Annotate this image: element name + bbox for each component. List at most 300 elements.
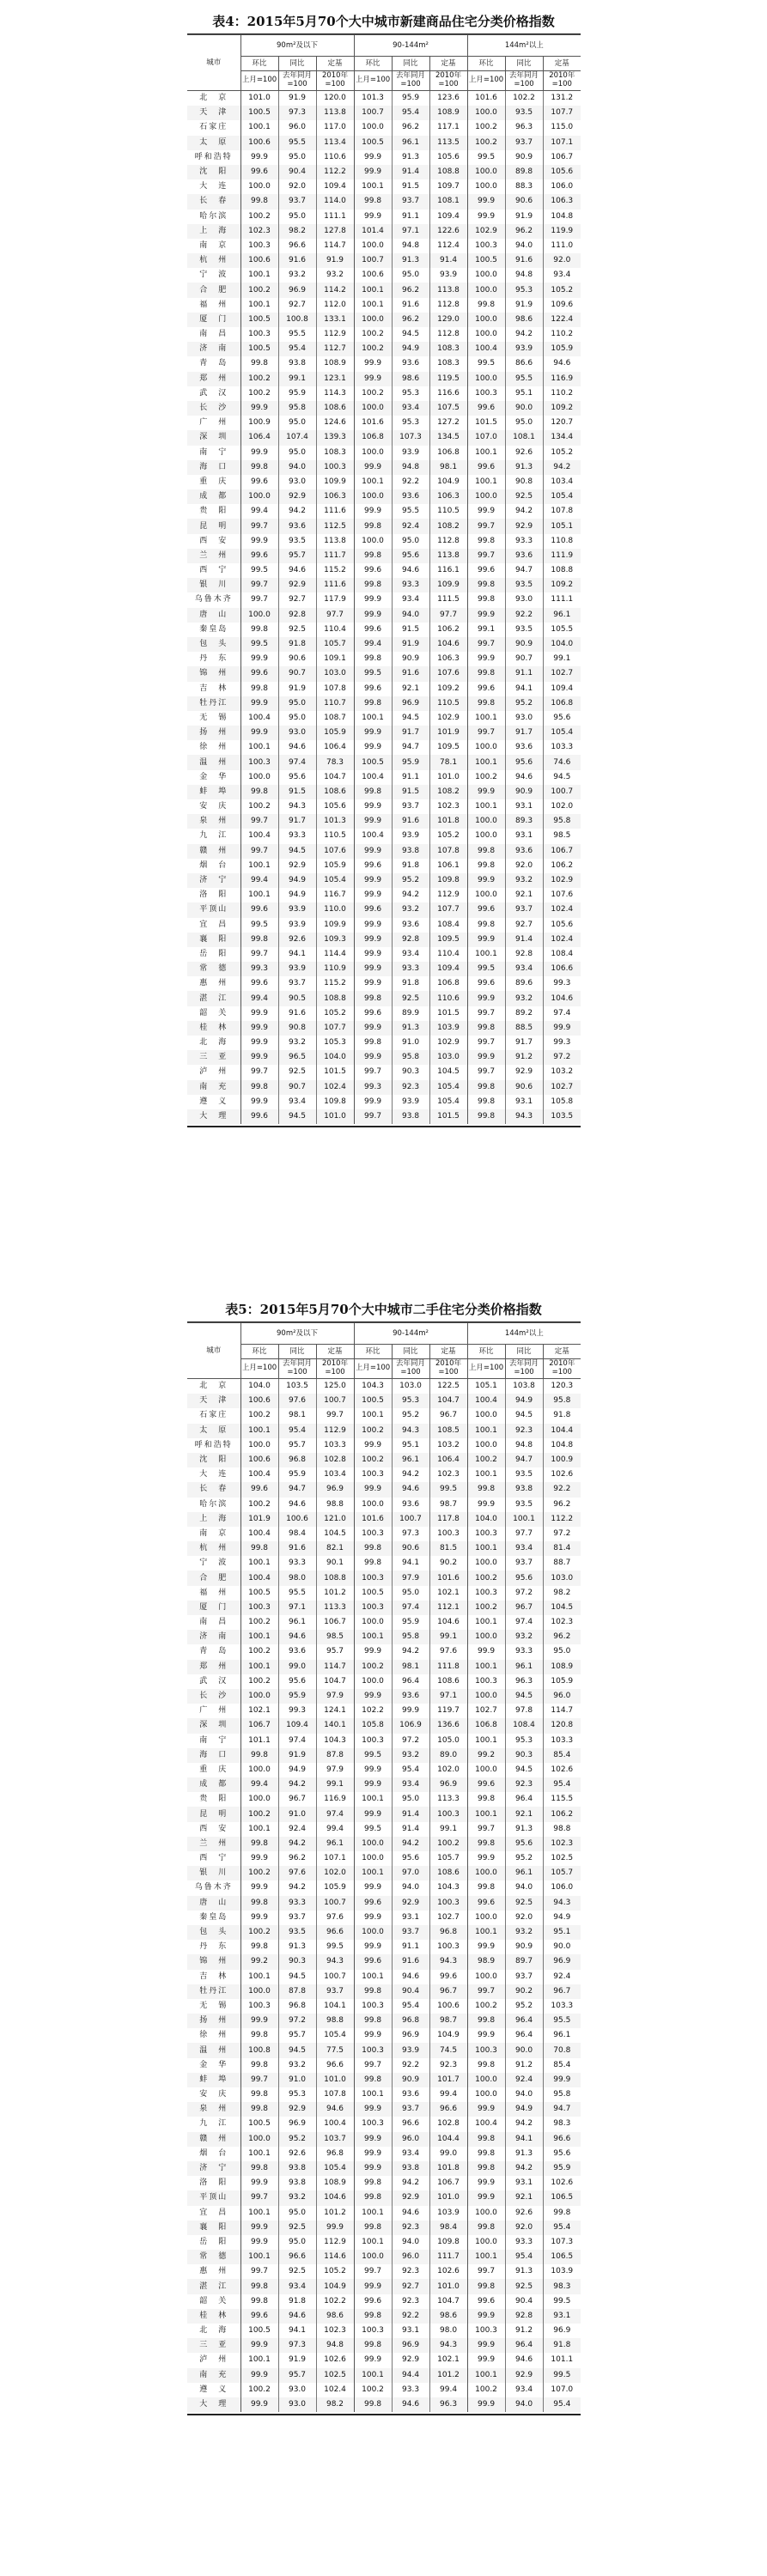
index-value-cell: 101.0 <box>240 91 278 106</box>
index-value-cell: 94.5 <box>392 327 429 342</box>
index-value-cell: 85.4 <box>543 1748 581 1763</box>
index-value-cell: 101.6 <box>467 91 505 106</box>
index-value-cell: 97.8 <box>505 1704 543 1718</box>
city-name-cell: 广 州 <box>199 418 228 428</box>
index-value-cell: 99.8 <box>354 2176 392 2190</box>
index-value-cell: 94.2 <box>505 327 543 342</box>
table-row <box>187 1718 581 1733</box>
index-value-cell: 95.4 <box>392 106 429 120</box>
index-value-cell: 99.3 <box>278 1704 316 1718</box>
index-value-cell: 102.8 <box>429 2117 467 2131</box>
index-value-cell: 99.9 <box>240 1911 278 1925</box>
index-value-cell: 112.8 <box>429 534 467 549</box>
index-value-cell: 99.3 <box>354 1080 392 1095</box>
table-row <box>187 298 581 313</box>
city-name-cell: 南 京 <box>199 1528 228 1538</box>
city-name-cell: 惠 州 <box>199 979 228 988</box>
index-value-cell: 106.8 <box>354 430 392 445</box>
city-name-cell: 蚌 埠 <box>187 2073 240 2087</box>
index-value-cell: 111.1 <box>316 210 354 224</box>
index-value-cell: 95.2 <box>392 1408 429 1423</box>
city-name-cell: 安 庆 <box>199 802 228 811</box>
index-value-cell: 100.7 <box>316 1896 354 1911</box>
index-value-cell: 100.1 <box>354 1408 392 1423</box>
index-value-cell: 110.5 <box>429 504 467 519</box>
index-value-cell: 94.6 <box>392 563 429 578</box>
index-value-cell: 99.7 <box>354 2264 392 2279</box>
index-value-cell: 106.2 <box>429 623 467 637</box>
index-value-cell: 112.8 <box>429 298 467 313</box>
table4-header-city: 城市 <box>187 35 240 91</box>
index-value-cell: 91.0 <box>278 1807 316 1821</box>
index-value-cell: 93.2 <box>278 2058 316 2073</box>
table5-header-base-fixed: 2010年=100 <box>429 1359 467 1379</box>
index-value-cell: 95.4 <box>543 1777 581 1792</box>
index-value-cell: 113.8 <box>316 106 354 120</box>
index-value-cell: 129.0 <box>429 313 467 327</box>
table-row <box>187 342 581 356</box>
table-row <box>187 592 581 607</box>
index-value-cell: 91.5 <box>278 785 316 799</box>
index-value-cell: 94.6 <box>278 740 316 755</box>
table-row <box>187 888 581 902</box>
index-value-cell: 93.6 <box>505 549 543 563</box>
index-value-cell: 107.8 <box>543 504 581 519</box>
index-value-cell: 116.6 <box>429 386 467 401</box>
index-value-cell: 108.6 <box>429 1674 467 1689</box>
index-value-cell: 99.9 <box>354 799 392 814</box>
index-value-cell: 105.9 <box>543 1674 581 1689</box>
table-row <box>187 578 581 592</box>
index-value-cell: 100.2 <box>429 1837 467 1851</box>
index-value-cell: 99.9 <box>354 1880 392 1895</box>
index-value-cell: 99.7 <box>354 1065 392 1079</box>
index-value-cell: 99.9 <box>354 814 392 829</box>
index-value-cell: 96.4 <box>505 2338 543 2353</box>
index-value-cell: 94.0 <box>505 2087 543 2102</box>
table-row <box>187 1896 581 1911</box>
index-value-cell: 95.6 <box>278 770 316 785</box>
table-row <box>187 1644 581 1659</box>
index-value-cell: 99.1 <box>467 623 505 637</box>
index-value-cell: 111.7 <box>316 549 354 563</box>
index-value-cell: 100.2 <box>240 2383 278 2397</box>
index-value-cell: 99.9 <box>354 740 392 755</box>
index-value-cell: 95.4 <box>392 1763 429 1777</box>
index-value-cell: 87.8 <box>316 1748 354 1763</box>
index-value-cell: 109.8 <box>429 2235 467 2250</box>
table-row <box>187 1954 581 1969</box>
index-value-cell: 120.0 <box>316 91 354 106</box>
index-value-cell: 100.3 <box>354 1527 392 1541</box>
index-value-cell: 100.0 <box>354 313 392 327</box>
index-value-cell: 104.5 <box>429 1065 467 1079</box>
index-value-cell: 99.9 <box>240 1851 278 1866</box>
index-value-cell: 92.3 <box>505 1777 543 1792</box>
city-name-cell: 包 头 <box>187 637 240 652</box>
index-value-cell: 100.5 <box>354 1586 392 1601</box>
table-row <box>187 1851 581 1866</box>
table5-header-base-chain: 上月=100 <box>240 1359 278 1379</box>
city-name-cell: 呼和浩特 <box>194 1440 233 1449</box>
index-value-cell: 100.2 <box>240 1807 278 1821</box>
index-value-cell: 99.6 <box>354 682 392 696</box>
index-value-cell: 100.0 <box>354 489 392 504</box>
index-value-cell: 100.4 <box>467 1394 505 1408</box>
index-value-cell: 92.8 <box>505 2309 543 2324</box>
index-value-cell: 101.8 <box>429 2161 467 2176</box>
index-value-cell: 100.4 <box>240 829 278 843</box>
index-value-cell: 107.3 <box>543 2235 581 2250</box>
index-value-cell: 97.4 <box>505 1615 543 1630</box>
index-value-cell: 100.2 <box>240 1408 278 1423</box>
index-value-cell: 99.7 <box>467 637 505 652</box>
index-value-cell: 112.9 <box>316 2235 354 2250</box>
index-value-cell: 99.8 <box>354 2073 392 2087</box>
table4 <box>187 34 581 1124</box>
index-value-cell: 108.4 <box>543 947 581 962</box>
index-value-cell: 97.7 <box>429 608 467 623</box>
city-name-cell: 三 亚 <box>187 1050 240 1065</box>
city-name-cell: 郑 州 <box>187 1660 240 1674</box>
index-value-cell: 90.6 <box>505 194 543 209</box>
city-name-cell: 南 充 <box>187 1080 240 1095</box>
index-value-cell: 108.8 <box>316 991 354 1005</box>
index-value-cell: 102.9 <box>543 873 581 888</box>
city-name-cell: 合 肥 <box>187 283 240 297</box>
index-value-cell: 99.9 <box>240 652 278 666</box>
index-value-cell: 100.1 <box>467 755 505 769</box>
index-value-cell: 93.5 <box>278 1925 316 1940</box>
index-value-cell: 94.2 <box>278 1837 316 1851</box>
index-value-cell: 93.2 <box>278 1036 316 1050</box>
index-value-cell: 95.2 <box>505 1851 543 1866</box>
index-value-cell: 100.1 <box>354 475 392 489</box>
city-name-cell: 长 春 <box>187 1482 240 1497</box>
index-value-cell: 96.6 <box>278 2250 316 2264</box>
index-value-cell: 97.2 <box>392 1734 429 1748</box>
table-row <box>187 2353 581 2367</box>
index-value-cell: 105.2 <box>543 446 581 460</box>
index-value-cell: 95.6 <box>543 2147 581 2161</box>
index-value-cell: 97.6 <box>316 1911 354 1925</box>
table-row <box>187 253 581 268</box>
index-value-cell: 99.9 <box>240 2221 278 2235</box>
city-name-cell: 温 州 <box>187 755 240 769</box>
index-value-cell: 108.6 <box>316 401 354 416</box>
index-value-cell: 99.9 <box>467 873 505 888</box>
index-value-cell: 99.6 <box>354 859 392 873</box>
index-value-cell: 90.0 <box>543 1940 581 1954</box>
index-value-cell: 96.4 <box>505 2014 543 2028</box>
index-value-cell: 105.1 <box>543 519 581 533</box>
index-value-cell: 104.4 <box>543 1424 581 1438</box>
index-value-cell: 94.5 <box>505 1763 543 1777</box>
index-value-cell: 99.5 <box>354 1748 392 1763</box>
index-value-cell: 99.5 <box>467 150 505 165</box>
table-row <box>187 1379 581 1394</box>
table-row <box>187 327 581 342</box>
index-value-cell: 90.9 <box>505 637 543 652</box>
index-value-cell: 95.8 <box>543 2087 581 2102</box>
table4-header-group-small: 90m²及以下 <box>240 35 354 57</box>
index-value-cell: 95.6 <box>392 549 429 563</box>
index-value-cell: 99.9 <box>240 2176 278 2190</box>
index-value-cell: 110.4 <box>429 947 467 962</box>
index-value-cell: 93.1 <box>505 2176 543 2190</box>
index-value-cell: 100.0 <box>354 534 392 549</box>
index-value-cell: 107.8 <box>316 682 354 696</box>
index-value-cell: 100.1 <box>240 2250 278 2264</box>
index-value-cell: 93.8 <box>505 1482 543 1497</box>
index-value-cell: 100.0 <box>467 165 505 179</box>
city-name-cell: 襄 阳 <box>187 933 240 947</box>
index-value-cell: 95.9 <box>392 91 429 106</box>
index-value-cell: 105.7 <box>543 1866 581 1880</box>
index-value-cell: 100.2 <box>240 1674 278 1689</box>
index-value-cell: 99.9 <box>354 2132 392 2147</box>
index-value-cell: 93.1 <box>392 2324 429 2338</box>
index-value-cell: 99.7 <box>467 1065 505 1079</box>
index-value-cell: 105.9 <box>316 1880 354 1895</box>
index-value-cell: 81.4 <box>543 1541 581 1556</box>
index-value-cell: 95.5 <box>543 2014 581 2028</box>
index-value-cell: 108.3 <box>429 342 467 356</box>
index-value-cell: 97.4 <box>392 1601 429 1615</box>
index-value-cell: 127.8 <box>316 224 354 239</box>
index-value-cell: 90.1 <box>316 1556 354 1571</box>
table-row <box>187 2368 581 2383</box>
city-name-cell: 赣 州 <box>187 2132 240 2147</box>
table-row <box>187 991 581 1005</box>
city-name-cell: 烟 台 <box>199 860 228 870</box>
index-value-cell: 100.3 <box>429 1896 467 1911</box>
city-name-cell: 烟 台 <box>199 2148 228 2158</box>
table-row <box>187 1911 581 1925</box>
table-row <box>187 785 581 799</box>
index-value-cell: 99.9 <box>354 1763 392 1777</box>
index-value-cell: 100.4 <box>240 1571 278 1585</box>
index-value-cell: 100.0 <box>240 1689 278 1704</box>
index-value-cell: 94.0 <box>392 2235 429 2250</box>
index-value-cell: 110.5 <box>429 696 467 711</box>
index-value-cell: 98.8 <box>316 1498 354 1512</box>
index-value-cell: 102.7 <box>467 1704 505 1718</box>
index-value-cell: 99.9 <box>354 2279 392 2293</box>
index-value-cell: 91.3 <box>278 1940 316 1954</box>
index-value-cell: 93.6 <box>278 519 316 533</box>
index-value-cell: 93.3 <box>392 578 429 592</box>
index-value-cell: 99.8 <box>354 578 392 592</box>
index-value-cell: 93.3 <box>278 1896 316 1911</box>
index-value-cell: 105.4 <box>543 489 581 504</box>
index-value-cell: 105.6 <box>429 150 467 165</box>
table-row <box>187 829 581 843</box>
index-value-cell: 123.1 <box>316 372 354 386</box>
city-name-cell: 丹 东 <box>199 1942 228 1952</box>
index-value-cell: 99.7 <box>467 1822 505 1837</box>
index-value-cell: 100.1 <box>240 1822 278 1837</box>
index-value-cell: 92.3 <box>392 2221 429 2235</box>
index-value-cell: 100.0 <box>354 446 392 460</box>
city-name-cell: 兰 州 <box>187 549 240 563</box>
index-value-cell: 97.6 <box>429 1644 467 1659</box>
index-value-cell: 93.5 <box>505 1498 543 1512</box>
index-value-cell: 98.1 <box>392 1660 429 1674</box>
table-row <box>187 1571 581 1585</box>
table4-header-fixed: 定基 <box>429 57 467 71</box>
index-value-cell: 94.7 <box>505 563 543 578</box>
index-value-cell: 99.7 <box>467 726 505 740</box>
index-value-cell: 95.4 <box>278 1424 316 1438</box>
index-value-cell: 97.7 <box>316 608 354 623</box>
index-value-cell: 100.1 <box>467 2250 505 2264</box>
table4-title: 表4：2015年5月70个大中城市新建商品住宅分类价格指数 <box>212 14 555 29</box>
table-row <box>187 210 581 224</box>
index-value-cell: 96.1 <box>543 608 581 623</box>
index-value-cell: 92.7 <box>278 298 316 313</box>
index-value-cell: 99.8 <box>354 2014 392 2028</box>
index-value-cell: 105.7 <box>316 637 354 652</box>
index-value-cell: 100.3 <box>354 2324 392 2338</box>
index-value-cell: 100.1 <box>240 120 278 135</box>
index-value-cell: 122.6 <box>429 224 467 239</box>
index-value-cell: 94.9 <box>278 873 316 888</box>
index-value-cell: 103.0 <box>392 1379 429 1394</box>
city-name-cell: 青 岛 <box>199 359 228 368</box>
index-value-cell: 91.8 <box>543 2338 581 2353</box>
city-name-cell: 青 岛 <box>199 1647 228 1656</box>
city-name-cell: 遵 义 <box>199 1097 228 1106</box>
index-value-cell: 100.0 <box>240 608 278 623</box>
index-value-cell: 104.3 <box>354 1379 392 1394</box>
index-value-cell: 110.6 <box>316 150 354 165</box>
table-row <box>187 1556 581 1571</box>
table-row <box>187 194 581 209</box>
index-value-cell: 104.3 <box>429 1880 467 1895</box>
index-value-cell: 104.7 <box>429 1394 467 1408</box>
index-value-cell: 93.2 <box>505 991 543 1005</box>
index-value-cell: 98.2 <box>543 1586 581 1601</box>
index-value-cell: 99.7 <box>240 844 278 859</box>
table-row <box>187 1970 581 1984</box>
index-value-cell: 92.6 <box>278 933 316 947</box>
index-value-cell: 106.4 <box>316 740 354 755</box>
table-row <box>187 1660 581 1674</box>
index-value-cell: 101.0 <box>429 2279 467 2293</box>
index-value-cell: 96.2 <box>543 1498 581 1512</box>
index-value-cell: 99.9 <box>354 1050 392 1065</box>
index-value-cell: 111.6 <box>316 578 354 592</box>
table4-header-base-yoy: 去年同月=100 <box>278 71 316 91</box>
table-row <box>187 902 581 917</box>
table-row <box>187 1630 581 1644</box>
index-value-cell: 108.1 <box>429 194 467 209</box>
index-value-cell: 81.5 <box>429 1541 467 1556</box>
index-value-cell: 110.5 <box>316 829 354 843</box>
index-value-cell: 96.1 <box>316 1837 354 1851</box>
table-row <box>187 1689 581 1704</box>
index-value-cell: 100.4 <box>354 829 392 843</box>
index-value-cell: 100.5 <box>240 2324 278 2338</box>
index-value-cell: 99.8 <box>467 534 505 549</box>
city-name-cell: 桂 林 <box>187 1021 240 1036</box>
index-value-cell: 91.5 <box>392 179 429 194</box>
index-value-cell: 99.7 <box>240 578 278 592</box>
index-value-cell: 97.4 <box>278 755 316 769</box>
index-value-cell: 93.9 <box>392 1095 429 1109</box>
table-row <box>187 91 581 106</box>
index-value-cell: 100.0 <box>240 489 278 504</box>
index-value-cell: 94.2 <box>278 1880 316 1895</box>
index-value-cell: 105.1 <box>467 1379 505 1394</box>
index-value-cell: 99.8 <box>240 2087 278 2102</box>
city-name-cell: 徐 州 <box>199 2031 228 2040</box>
index-value-cell: 91.1 <box>392 210 429 224</box>
index-value-cell: 100.2 <box>240 283 278 297</box>
index-value-cell: 99.6 <box>354 902 392 917</box>
index-value-cell: 100.5 <box>240 342 278 356</box>
index-value-cell: 103.0 <box>316 666 354 681</box>
index-value-cell: 99.8 <box>467 2132 505 2147</box>
table-row <box>187 1527 581 1541</box>
index-value-cell: 100.4 <box>240 711 278 726</box>
index-value-cell: 105.4 <box>316 2161 354 2176</box>
index-value-cell: 105.9 <box>316 726 354 740</box>
index-value-cell: 93.0 <box>278 2383 316 2397</box>
index-value-cell: 93.4 <box>392 401 429 416</box>
table5-header-chain: 环比 <box>354 1345 392 1359</box>
index-value-cell: 104.7 <box>316 770 354 785</box>
index-value-cell: 99.4 <box>240 504 278 519</box>
city-name-cell: 昆 明 <box>187 519 240 533</box>
index-value-cell: 100.7 <box>316 1394 354 1408</box>
index-value-cell: 117.9 <box>316 592 354 607</box>
index-value-cell: 102.2 <box>316 2294 354 2309</box>
index-value-cell: 99.9 <box>467 785 505 799</box>
index-value-cell: 99.6 <box>240 1109 278 1124</box>
table-row <box>187 372 581 386</box>
index-value-cell: 100.0 <box>467 2087 505 2102</box>
index-value-cell: 105.3 <box>316 1036 354 1050</box>
index-value-cell: 106.4 <box>429 1453 467 1467</box>
index-value-cell: 114.3 <box>316 386 354 401</box>
index-value-cell: 100.2 <box>240 1615 278 1630</box>
index-value-cell: 140.1 <box>316 1718 354 1733</box>
index-value-cell: 99.7 <box>467 1006 505 1021</box>
table-row <box>187 2279 581 2293</box>
index-value-cell: 91.8 <box>392 859 429 873</box>
index-value-cell: 105.4 <box>316 2028 354 2043</box>
index-value-cell: 99.6 <box>467 563 505 578</box>
index-value-cell: 108.6 <box>316 785 354 799</box>
index-value-cell: 106.8 <box>429 976 467 991</box>
index-value-cell: 99.9 <box>354 947 392 962</box>
index-value-cell: 96.9 <box>316 1482 354 1497</box>
index-value-cell: 107.0 <box>543 2383 581 2397</box>
index-value-cell: 99.9 <box>354 504 392 519</box>
table5-header-base-fixed: 2010年=100 <box>316 1359 354 1379</box>
index-value-cell: 99.6 <box>467 1777 505 1792</box>
index-value-cell: 111.7 <box>429 2250 467 2264</box>
city-name-cell: 济 宁 <box>187 873 240 888</box>
city-name-cell: 九 江 <box>199 831 228 841</box>
index-value-cell: 100.1 <box>467 1615 505 1630</box>
index-value-cell: 101.0 <box>316 2073 354 2087</box>
index-value-cell: 99.9 <box>354 1911 392 1925</box>
index-value-cell: 111.9 <box>543 549 581 563</box>
index-value-cell: 99.6 <box>240 549 278 563</box>
